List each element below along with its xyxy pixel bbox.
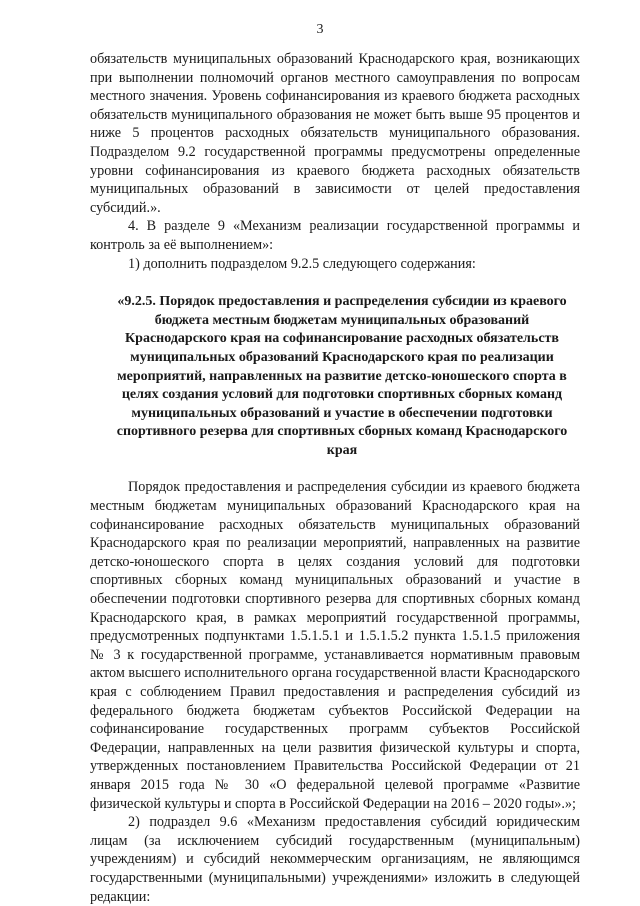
paragraph-cofinancing-level: обязательств муниципальных образований Краснодарского края, возникающих при выполнении полномочий органов местного самоуправления по вопросам местного значения. Уровень софинансирования из краевого бюджета расходных обязательств муниципального образования не может быть выше 95 процентов и ниже 5 процентов расходных обязательств муниципального образования. Подразделом 9.2 государственной программы предусмотрены определенные уровни софинансирования из краевого бюджета расходных обязательств муниципальных образований в зависимости от целей предоставления субсидий.».	[90, 51, 580, 216]
paragraph-subsidy-procedure: Порядок предоставления и распределения субсидии из краевого бюджета местным бюджетам муниципальных образований Краснодарского края на софинансирование расходных обязательств муниципальных образований Краснодарского края по реализации мероприятий, направленных на развитие детско-юношеского спорта в целях создания условий для подготовки спортивных сборных команд муниципальных образований и участие в обеспечении подготовки спортивного резерва для спортивных сборных команд Краснодарского края, в рамках мероприятий государственной программы, предусмотренных подпунктами 1.5.1.5.1 и 1.5.1.5.2 пункта 1.5.1.5 приложения № 3 к государственной программе, устанавливается нормативным правовым актом высшего исполнительного органа государственной власти Краснодарского края с соблюдением Правил предоставления и распределения субсидий из федерального бюджета бюджетам субъектов Российской Федерации на софинансирование государственных программ субъектов Российской Федерации, направленных на цели развития физической культуры и спорта, утвержденных постановлением Правительства Российской Федерации от 21 января 2015 года № 30 «О федеральной целевой программе «Развитие физической культуры и спорта в Российской Федерации на 2016 – 2020 годы».»;	[90, 479, 580, 812]
paragraph-section-9: 4. В разделе 9 «Механизм реализации государственной программы и контроль за её выполнением»:	[90, 218, 580, 253]
paragraph-subsection-9-6: 2) подраздел 9.6 «Механизм предоставления субсидий юридическим лицам (за исключением субсидий государственным (муниципальным) учреждениям) и субсидий некоммерческим организациям, не являющимся государственными (муниципальными) учреждениями» изложить в следующей редакции:	[90, 814, 580, 905]
page-number: 3	[316, 22, 324, 37]
subsection-heading-9-2-5: «9.2.5. Порядок предоставления и распределения субсидии из краевого бюджета местным бюджетам муниципальных образований Краснодарского края на софинансирование расходных обязательств муниципальных образований Краснодарского края по реализации мероприятий, направленных на развитие детско-юношеского спорта в целях создания условий для подготовки спортивных сборных команд муниципальных образований и участие в обеспечении подготовки спортивного резерва для спортивных сборных команд Краснодарского края	[116, 294, 568, 458]
paragraph-add-subsection: 1) дополнить подразделом 9.2.5 следующего содержания:	[128, 255, 476, 272]
document-body	[90, 50, 580, 906]
